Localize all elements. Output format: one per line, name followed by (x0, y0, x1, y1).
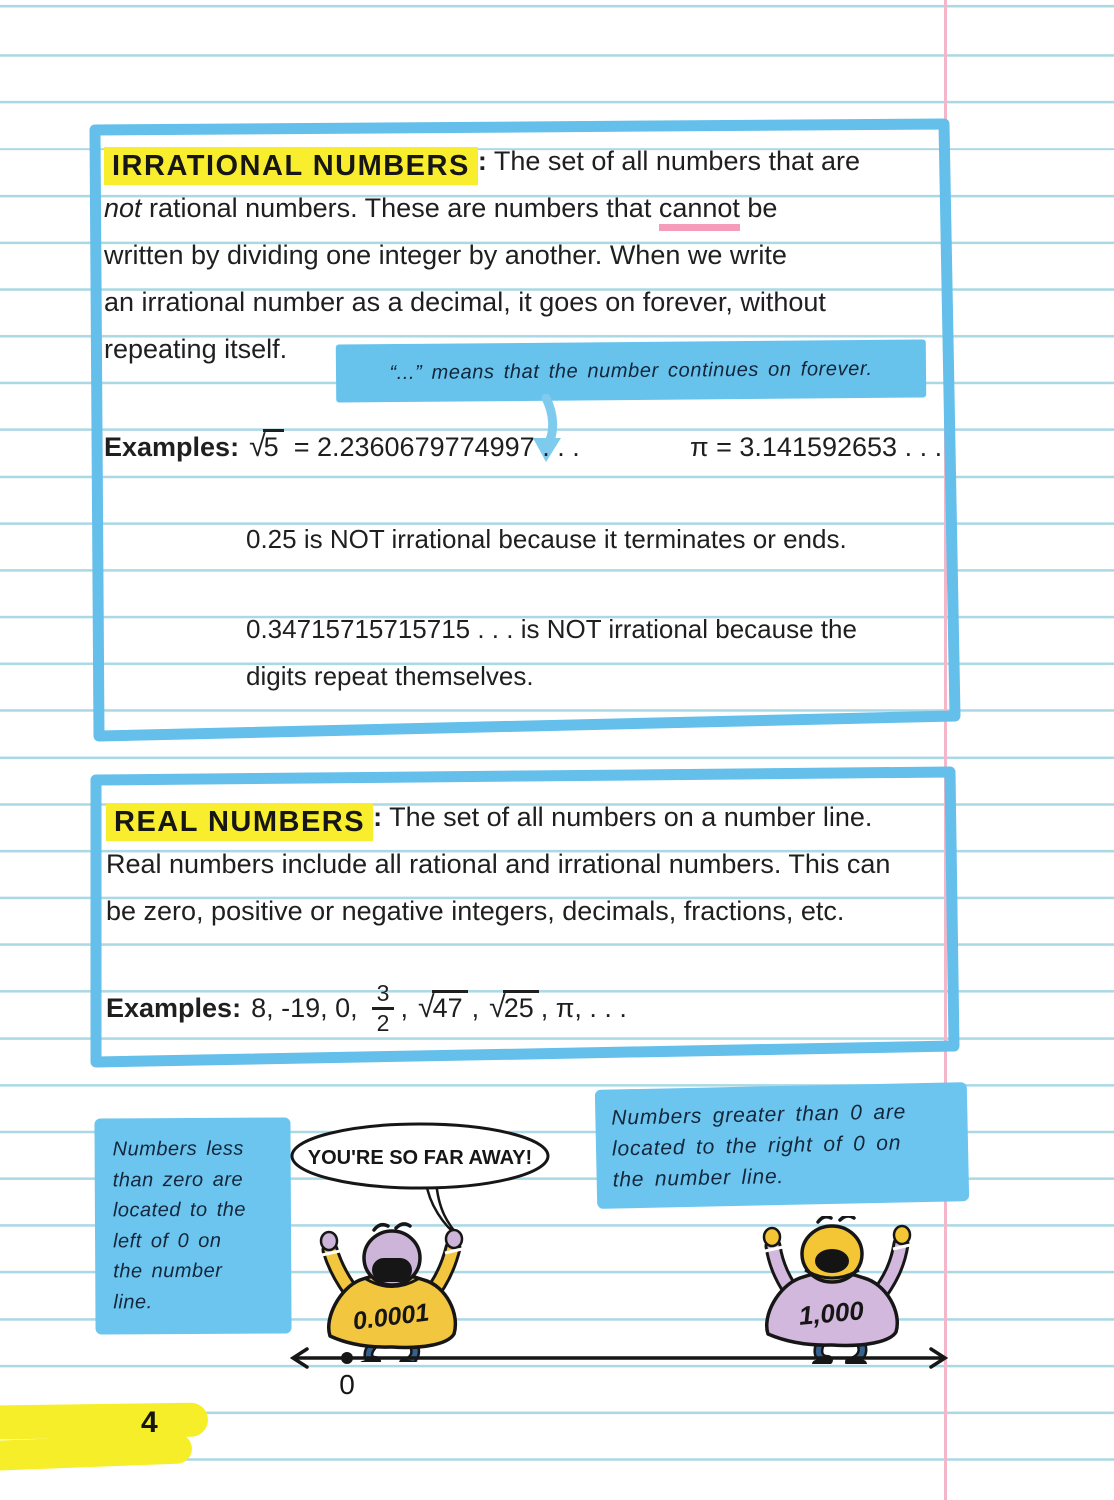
sqrt-5-value: = 2.2360679774997 . . . (293, 431, 580, 462)
counterexample-repeating: 0.34715715715715 . . . is NOT irrational because the digits repeat themselves. (246, 614, 857, 691)
ellipsis-note (336, 339, 926, 402)
negative-numbers-note: Numbers less than zero are located to the left of 0 on the number line. (94, 1117, 291, 1334)
page-number-highlight (0, 1433, 193, 1471)
comma: , (400, 992, 408, 1023)
sqrt-25-expression: √25 (489, 991, 539, 1025)
irrational-line-1 (104, 138, 944, 185)
real-line-3: be zero, positive or negative integers, decimals, fractions, etc. (106, 896, 845, 926)
left-character-snout (372, 1258, 412, 1282)
irrational-line-2 (104, 185, 944, 232)
right-character-mouth (815, 1249, 849, 1273)
examples-label: Examples: (106, 992, 242, 1023)
real-examples-end: , π, . . . (540, 992, 627, 1023)
pi-example (690, 424, 942, 470)
real-examples (106, 976, 627, 1040)
irrational-line2-text: rational numbers. These are numbers that (141, 193, 659, 223)
ellipsis-note-text: “...” means that the number continues on forever. (389, 357, 873, 384)
irrational-line1-text: The set of all numbers that are (486, 146, 861, 176)
irrational-cannot-underlined: cannot (659, 193, 740, 231)
irrational-definition-paragraph (104, 138, 944, 373)
real-line1-text: The set of all numbers on a number line. (382, 802, 873, 832)
number-line-zero-point (341, 1352, 353, 1364)
notebook-margin-line (944, 0, 947, 1500)
counterexample-025: 0.25 is NOT irrational because it terminates or ends. (246, 524, 847, 554)
sqrt-47-expression: √47 (418, 991, 468, 1025)
real-line-1 (106, 794, 946, 841)
fraction-three-halves: $\frac{3}{2}$ (372, 981, 395, 1034)
real-term: REAL NUMBERS (106, 803, 373, 841)
real-colon: : (373, 802, 383, 832)
irrational-term: IRRATIONAL NUMBERS (104, 147, 478, 185)
sqrt-5-expression: √5 (249, 430, 284, 464)
irrational-line-4: an irrational number as a decimal, it goes on forever, without (104, 287, 826, 317)
irrational-line-3: written by dividing one integer by another. When we write (104, 240, 787, 270)
pi-value: π = 3.141592653 . . . (690, 431, 943, 462)
left-character-shirt-label: 0.0001 (351, 1298, 431, 1336)
real-definition-paragraph (106, 794, 946, 935)
number-line-zero-label: 0 (339, 1369, 355, 1400)
positive-numbers-note: Numbers greater than 0 are located to the right of 0 on the number line. (595, 1082, 969, 1209)
page-number: 4 (141, 1406, 158, 1439)
real-line-2: Real numbers include all rational and irrational numbers. This can (106, 849, 891, 879)
irrational-not-italic: not (104, 193, 142, 223)
irrational-line-5: repeating itself. (104, 334, 288, 364)
comma: , (471, 992, 480, 1023)
irrational-examples (104, 424, 580, 470)
real-examples-integers: 8, -19, 0, (251, 992, 358, 1023)
right-character-shirt-label: 1,000 (797, 1295, 865, 1331)
irrational-colon: : (477, 146, 487, 176)
irrational-line2-end: be (739, 193, 778, 223)
number-line (283, 1336, 955, 1402)
examples-label: Examples: (104, 431, 240, 462)
speech-bubble-text: YOU'RE SO FAR AWAY! (307, 1147, 533, 1169)
